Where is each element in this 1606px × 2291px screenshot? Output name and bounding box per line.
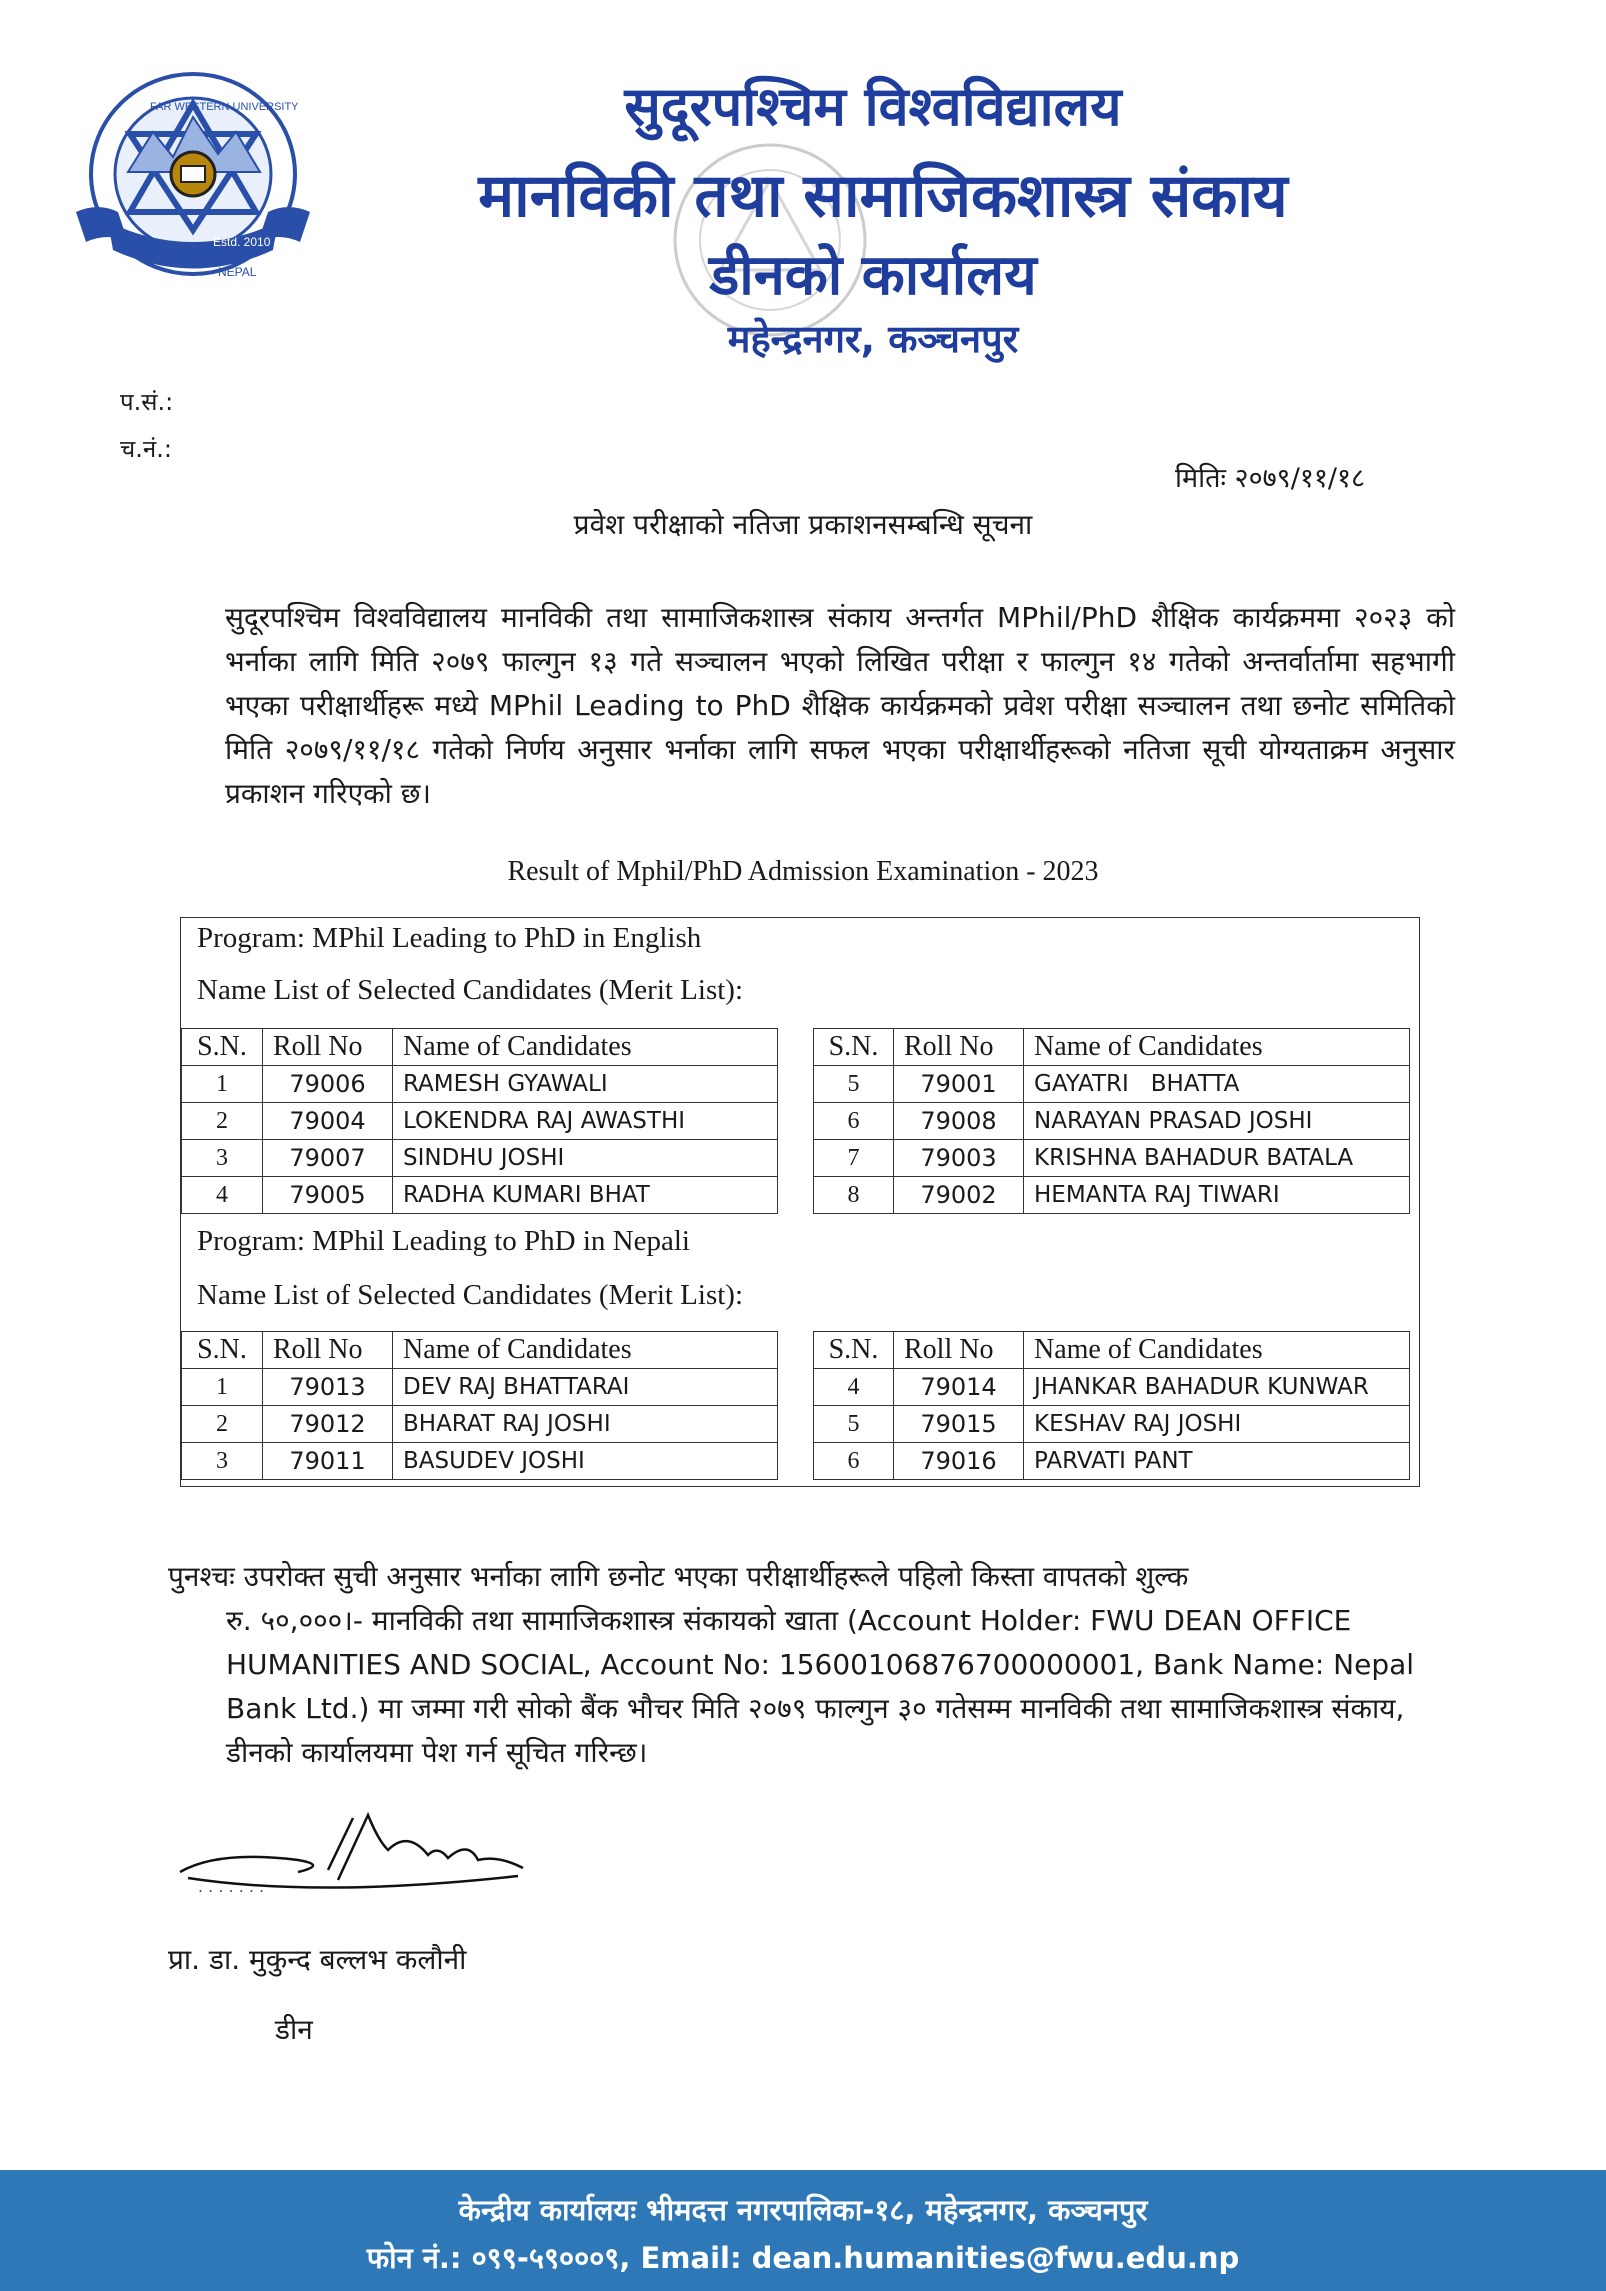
postscript-note bbox=[168, 1555, 1433, 1775]
roll-cell: 79013 bbox=[263, 1369, 393, 1406]
notice-subject: प्रवेश परीक्षाको नतिजा प्रकाशनसम्बन्धि सूचना bbox=[573, 508, 1033, 541]
roll-cell: 79016 bbox=[894, 1443, 1024, 1480]
table-row bbox=[814, 1066, 1410, 1103]
name-cell: RAMESH GYAWALI bbox=[393, 1066, 778, 1103]
name-cell: JHANKAR BAHADUR KUNWAR bbox=[1024, 1369, 1410, 1406]
roll-cell: 79002 bbox=[894, 1177, 1024, 1214]
letterhead-footer bbox=[0, 2170, 1606, 2291]
name-cell: KRISHNA BAHADUR BATALA bbox=[1024, 1140, 1410, 1177]
name-cell: NARAYAN PRASAD JOSHI bbox=[1024, 1103, 1410, 1140]
roll-cell: 79003 bbox=[894, 1140, 1024, 1177]
dispatch-number-label: च.नं.: bbox=[120, 435, 172, 463]
name-cell: KESHAV RAJ JOSHI bbox=[1024, 1406, 1410, 1443]
logo-estd: Estd. 2010 bbox=[213, 235, 271, 249]
dean-name: प्रा. डा. मुकुन्द बल्लभ कलौनी bbox=[168, 1943, 467, 1976]
name-cell: LOKENDRA RAJ AWASTHI bbox=[393, 1103, 778, 1140]
col-roll: Roll No bbox=[263, 1029, 393, 1066]
col-name: Name of Candidates bbox=[393, 1332, 778, 1369]
sn-cell: 5 bbox=[814, 1066, 894, 1103]
note-line-2: रु. ५०,०००।- मानविकी तथा सामाजिकशास्त्र संकायको खाता (Account Holder: FWU DEAN OFFICE HUMANITIES AND SOCIAL, Account No: 15600106876700000001, Bank Name: Nepal Bank Ltd.) मा जम्मा गरी सोको बैंक भौचर मिति २०७९ फाल्गुन ३० गतेसम्म मानविकी तथा सामाजिकशास्त्र संकाय, डीनको कार्यालयमा पेश गर्न सूचित गरिन्छ। bbox=[226, 1604, 1415, 1769]
table-header-row bbox=[814, 1029, 1410, 1066]
table-row bbox=[814, 1406, 1410, 1443]
col-name: Name of Candidates bbox=[393, 1029, 778, 1066]
roll-cell: 79015 bbox=[894, 1406, 1024, 1443]
program-english-title: Program: MPhil Leading to PhD in English bbox=[197, 922, 702, 954]
table-row bbox=[814, 1369, 1410, 1406]
result-title: Result of Mphil/PhD Admission Examination - 2023 bbox=[507, 856, 1099, 887]
dean-title: डीन bbox=[275, 2013, 313, 2046]
sn-cell: 4 bbox=[182, 1177, 263, 1214]
nepali-left-table bbox=[181, 1331, 778, 1480]
col-name: Name of Candidates bbox=[1024, 1029, 1410, 1066]
sn-cell: 1 bbox=[182, 1066, 263, 1103]
program-nepali-list-title: Name List of Selected Candidates (Merit List): bbox=[197, 1279, 744, 1311]
table-row bbox=[182, 1140, 778, 1177]
reference-number-label: प.सं.: bbox=[120, 388, 174, 416]
col-name: Name of Candidates bbox=[1024, 1332, 1410, 1369]
english-right-table bbox=[813, 1028, 1410, 1214]
program-nepali-title: Program: MPhil Leading to PhD in Nepali bbox=[197, 1225, 690, 1257]
table-row bbox=[182, 1103, 778, 1140]
notice-body: सुदूरपश्चिम विश्वविद्यालय मानविकी तथा सामाजिकशास्त्र संकाय अन्तर्गत MPhil/PhD शैक्षिक कार्यक्रममा २०२३ को भर्नाका लागि मिति २०७९ फाल्गुन १३ गते सञ्चालन भएको लिखित परीक्षा र फाल्गुन १४ गतेको अन्तर्वार्तामा सहभागी भएका परीक्षार्थीहरू मध्ये MPhil Leading to PhD शैक्षिक कार्यक्रमको प्रवेश परीक्षा सञ्चालन तथा छनोट समितिको मिति २०७९/११/१८ गतेको निर्णय अनुसार भर्नाका लागि सफल भएका परीक्षार्थीहरूको नतिजा सूची योग्यताक्रम अनुसार प्रकाशन गरिएको छ। bbox=[225, 601, 1455, 810]
sn-cell: 2 bbox=[182, 1103, 263, 1140]
roll-cell: 79012 bbox=[263, 1406, 393, 1443]
col-roll: Roll No bbox=[894, 1332, 1024, 1369]
table-row bbox=[182, 1406, 778, 1443]
table-header-row bbox=[814, 1332, 1410, 1369]
roll-cell: 79007 bbox=[263, 1140, 393, 1177]
name-cell: RADHA KUMARI BHAT bbox=[393, 1177, 778, 1214]
sn-cell: 5 bbox=[814, 1406, 894, 1443]
english-left-table bbox=[181, 1028, 778, 1214]
roll-cell: 79008 bbox=[894, 1103, 1024, 1140]
sn-cell: 1 bbox=[182, 1369, 263, 1406]
roll-cell: 79005 bbox=[263, 1177, 393, 1214]
col-sn: S.N. bbox=[182, 1332, 263, 1369]
table-row bbox=[814, 1103, 1410, 1140]
name-cell: GAYATRI BHATTA bbox=[1024, 1066, 1410, 1103]
table-row bbox=[814, 1140, 1410, 1177]
roll-cell: 79004 bbox=[263, 1103, 393, 1140]
footer-address: केन्द्रीय कार्यालयः भीमदत्त नगरपालिका-१८, महेन्द्रनगर, कञ्चनपुर bbox=[458, 2193, 1148, 2227]
sn-cell: 8 bbox=[814, 1177, 894, 1214]
sn-cell: 3 bbox=[182, 1443, 263, 1480]
sn-cell: 4 bbox=[814, 1369, 894, 1406]
notice-date: मितिः २०७९/११/१८ bbox=[1175, 463, 1366, 494]
result-table bbox=[180, 917, 1420, 1487]
footer-contact: फोन नं.: ०९९-५९०००९, Email: dean.humanities@fwu.edu.np bbox=[366, 2241, 1240, 2275]
sn-cell: 6 bbox=[814, 1103, 894, 1140]
table-row bbox=[814, 1177, 1410, 1214]
office-location: महेन्द्रनगर, कञ्चनपुर bbox=[727, 317, 1019, 361]
svg-text:. . . . . . .: . . . . . . . bbox=[198, 1877, 265, 1896]
nepali-right-table bbox=[813, 1331, 1410, 1480]
table-header-row bbox=[182, 1029, 778, 1066]
col-roll: Roll No bbox=[894, 1029, 1024, 1066]
roll-cell: 79006 bbox=[263, 1066, 393, 1103]
table-row bbox=[182, 1177, 778, 1214]
name-cell: SINDHU JOSHI bbox=[393, 1140, 778, 1177]
faculty-name: मानविकी तथा सामाजिकशास्त्र संकाय bbox=[478, 161, 1288, 231]
col-sn: S.N. bbox=[814, 1332, 894, 1369]
table-row bbox=[182, 1066, 778, 1103]
sn-cell: 6 bbox=[814, 1443, 894, 1480]
office-name: डीनको कार्यालय bbox=[709, 243, 1037, 308]
note-line-1: पुनश्चः उपरोक्त सुची अनुसार भर्नाका लागि छनोट भएका परीक्षार्थीहरूले पहिलो किस्ता वापतको शुल्क bbox=[168, 1560, 1189, 1593]
name-cell: PARVATI PANT bbox=[1024, 1443, 1410, 1480]
table-header-row bbox=[182, 1332, 778, 1369]
table-row bbox=[182, 1443, 778, 1480]
col-roll: Roll No bbox=[263, 1332, 393, 1369]
col-sn: S.N. bbox=[814, 1029, 894, 1066]
name-cell: BASUDEV JOSHI bbox=[393, 1443, 778, 1480]
name-cell: DEV RAJ BHATTARAI bbox=[393, 1369, 778, 1406]
logo-nepal: NEPAL bbox=[218, 265, 257, 279]
table-row bbox=[814, 1443, 1410, 1480]
roll-cell: 79001 bbox=[894, 1066, 1024, 1103]
col-sn: S.N. bbox=[182, 1029, 263, 1066]
table-row bbox=[182, 1369, 778, 1406]
roll-cell: 79011 bbox=[263, 1443, 393, 1480]
program-english-list-title: Name List of Selected Candidates (Merit List): bbox=[197, 974, 744, 1006]
name-cell: HEMANTA RAJ TIWARI bbox=[1024, 1177, 1410, 1214]
dean-signature bbox=[178, 1810, 538, 1900]
name-cell: BHARAT RAJ JOSHI bbox=[393, 1406, 778, 1443]
university-name: सुदूरपश्चिम विश्वविद्यालय bbox=[624, 75, 1122, 138]
sn-cell: 2 bbox=[182, 1406, 263, 1443]
sn-cell: 3 bbox=[182, 1140, 263, 1177]
roll-cell: 79014 bbox=[894, 1369, 1024, 1406]
logo-en-text: FAR WESTERN UNIVERSITY bbox=[150, 101, 299, 113]
sn-cell: 7 bbox=[814, 1140, 894, 1177]
